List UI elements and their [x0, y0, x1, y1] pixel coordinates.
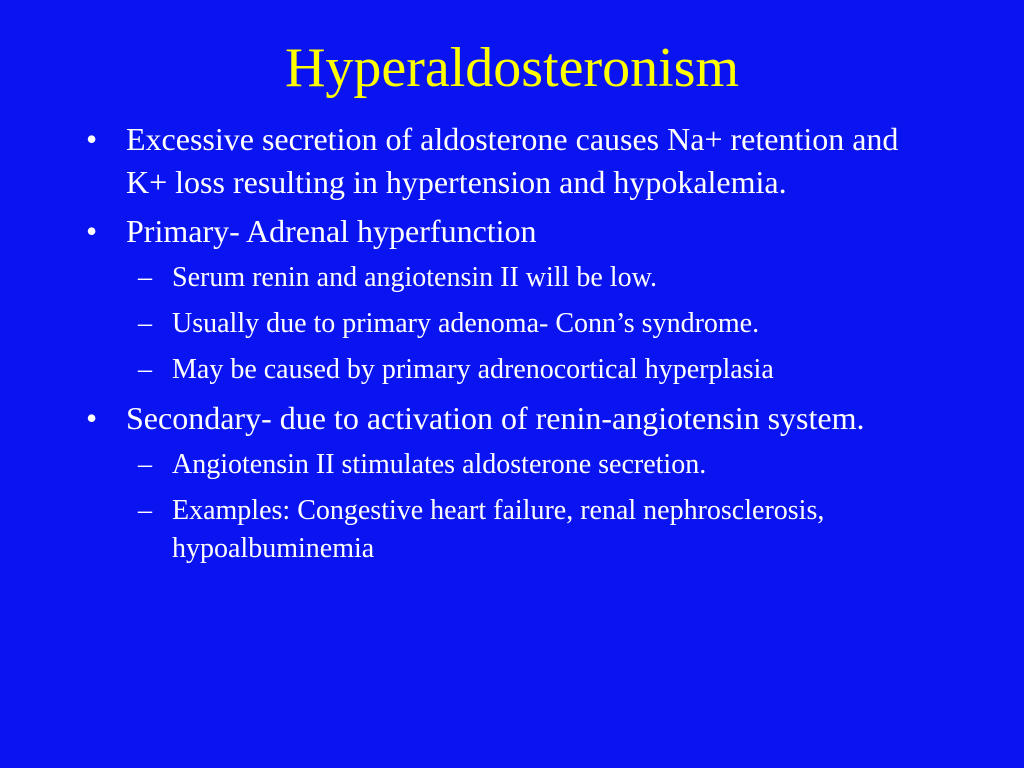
bullet-list: [86, 118, 936, 576]
subbullet-text: Examples: Congestive heart failure, renal nephrosclerosis, hypoalbuminemia: [172, 495, 825, 564]
slide-title: Hyperaldosteronism: [284, 37, 740, 99]
subbullet-marker: –: [138, 449, 152, 480]
bullet-text: Excessive secretion of aldosterone causes Na+ retention and K+ loss resulting in hypertension and hypokalemia.: [126, 121, 899, 200]
bullet-marker: •: [86, 400, 98, 436]
subbullet-item: [86, 259, 936, 297]
bullet-item-3: [86, 397, 936, 440]
subbullet-text: Angiotensin II stimulates aldosterone secretion.: [172, 449, 707, 480]
bullet-item-1: [86, 118, 936, 204]
bullet-marker: •: [86, 121, 98, 157]
bullet-marker: •: [86, 213, 98, 249]
subbullet-text: Serum renin and angiotensin II will be low.: [172, 262, 657, 293]
subbullet-item: [86, 446, 936, 484]
subbullet-marker: –: [138, 354, 152, 385]
subbullet-item: [86, 351, 936, 389]
bullet-text: Primary- Adrenal hyperfunction: [126, 213, 537, 249]
subbullet-text: Usually due to primary adenoma- Conn’s syndrome.: [172, 308, 760, 339]
subbullet-marker: –: [138, 495, 152, 526]
subbullet-item: [86, 305, 936, 343]
subbullet-item: [86, 492, 936, 568]
subbullet-text: May be caused by primary adrenocortical hyperplasia: [172, 354, 774, 385]
subbullet-marker: –: [138, 262, 152, 293]
bullet-text: Secondary- due to activation of renin-angiotensin system.: [126, 400, 865, 436]
bullet-item-2: [86, 210, 936, 253]
subbullet-marker: –: [138, 308, 152, 339]
